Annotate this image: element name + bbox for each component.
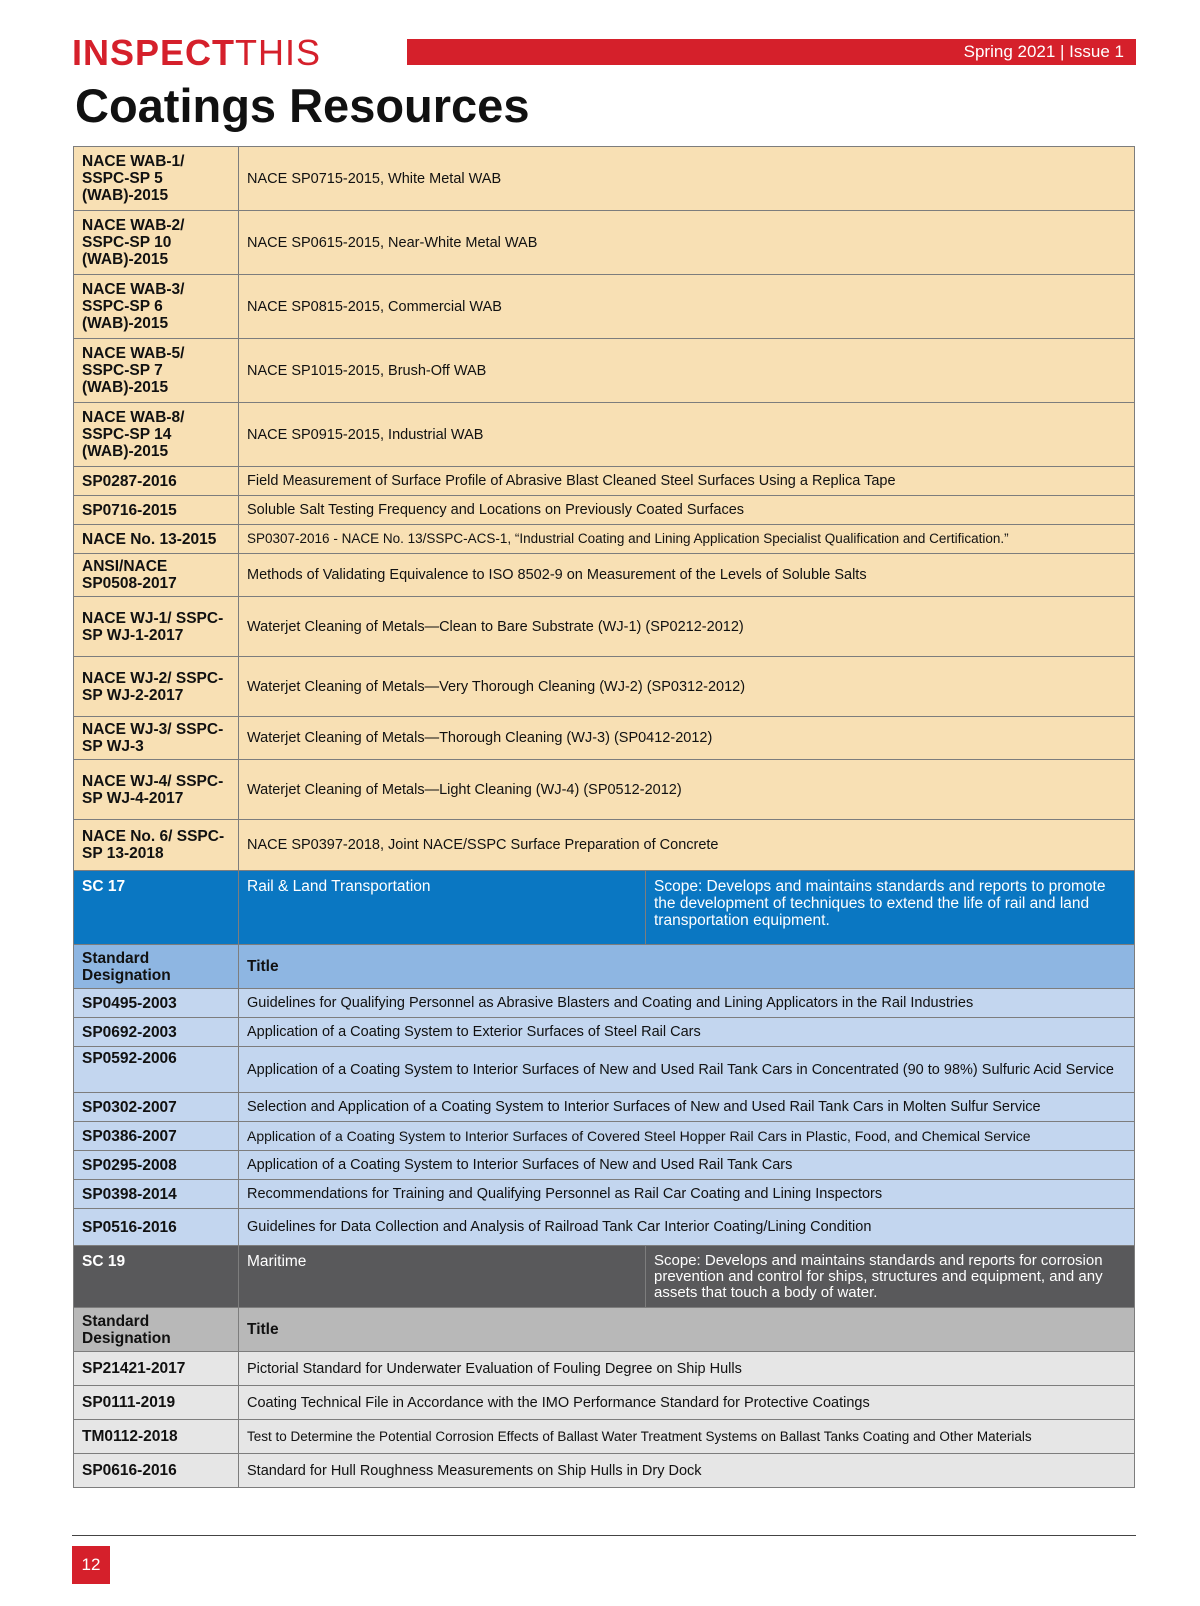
table-row <box>74 597 1135 657</box>
title-cell: Waterjet Cleaning of Metals—Clean to Bare Substrate (WJ-1) (SP0212-2012) <box>239 597 1135 657</box>
designation-cell: ANSI/NACE SP0508-2017 <box>74 554 239 597</box>
designation-cell: SP0692-2003 <box>74 1018 239 1047</box>
table-row <box>74 717 1135 760</box>
table-row <box>74 1047 1135 1093</box>
sc17-column-header <box>74 945 1135 989</box>
designation-cell: SP0386-2007 <box>74 1122 239 1151</box>
title-cell: Waterjet Cleaning of Metals—Light Cleaning (WJ-4) (SP0512-2012) <box>239 760 1135 820</box>
table-row <box>74 467 1135 496</box>
designation-cell: NACE WJ-4/ SSPC-SP WJ-4-2017 <box>74 760 239 820</box>
title-cell: Guidelines for Data Collection and Analysis of Railroad Tank Car Interior Coating/Lining Condition <box>239 1209 1135 1246</box>
sc17-scope: Scope: Develops and maintains standards and reports to promote the development of techniques to extend the life of rail and land transportation equipment. <box>646 871 1135 945</box>
table-row <box>74 820 1135 871</box>
title-cell: Test to Determine the Potential Corrosion Effects of Ballast Water Treatment Systems on Ballast Tanks Coating and Other Materials <box>239 1420 1135 1454</box>
title-cell: NACE SP0615-2015, Near-White Metal WAB <box>239 211 1135 275</box>
sc19-name: Maritime <box>239 1246 646 1308</box>
designation-cell: NACE WJ-3/ SSPC-SP WJ-3 <box>74 717 239 760</box>
designation-cell: SP0302-2007 <box>74 1093 239 1122</box>
table-row <box>74 147 1135 211</box>
table-row <box>74 1180 1135 1209</box>
sc17-code: SC 17 <box>74 871 239 945</box>
table-row <box>74 1352 1135 1386</box>
title-cell: NACE SP0715-2015, White Metal WAB <box>239 147 1135 211</box>
issue-label: Spring 2021 | Issue 1 <box>963 42 1124 61</box>
title-header: Title <box>239 945 1135 989</box>
designation-cell: SP0616-2016 <box>74 1454 239 1488</box>
title-cell: NACE SP0397-2018, Joint NACE/SSPC Surface Preparation of Concrete <box>239 820 1135 871</box>
title-cell: Soluble Salt Testing Frequency and Locations on Previously Coated Surfaces <box>239 496 1135 525</box>
header-bar <box>407 39 1136 65</box>
sc19-section-header <box>74 1246 1135 1308</box>
designation-cell: SP21421-2017 <box>74 1352 239 1386</box>
designation-cell: NACE WAB-5/ SSPC-SP 7 (WAB)-2015 <box>74 339 239 403</box>
table-row <box>74 339 1135 403</box>
designation-cell: SP0495-2003 <box>74 989 239 1018</box>
designation-cell: SP0111-2019 <box>74 1386 239 1420</box>
title-cell: Coating Technical File in Accordance with the IMO Performance Standard for Protective Coatings <box>239 1386 1135 1420</box>
footer-divider <box>72 1535 1136 1536</box>
page-number: 12 <box>72 1546 110 1584</box>
page-title: Coatings Resources <box>75 79 530 132</box>
sc19-scope: Scope: Develops and maintains standards and reports for corrosion prevention and control for ships, structures and equipment, and any assets that touch a body of water. <box>646 1246 1135 1308</box>
designation-cell: SP0398-2014 <box>74 1180 239 1209</box>
table-row <box>74 1122 1135 1151</box>
designation-cell: SP0287-2016 <box>74 467 239 496</box>
title-cell: SP0307-2016 - NACE No. 13/SSPC-ACS-1, “Industrial Coating and Lining Application Specialist Qualification and Certification.” <box>239 525 1135 554</box>
title-cell: NACE SP0915-2015, Industrial WAB <box>239 403 1135 467</box>
designation-cell: NACE WAB-3/ SSPC-SP 6 (WAB)-2015 <box>74 275 239 339</box>
designation-cell: SP0716-2015 <box>74 496 239 525</box>
designation-cell: NACE WJ-1/ SSPC-SP WJ-1-2017 <box>74 597 239 657</box>
designation-cell: TM0112-2018 <box>74 1420 239 1454</box>
sc19-column-header <box>74 1308 1135 1352</box>
resources-table <box>73 146 1135 1488</box>
resources-table-wrap <box>73 146 1134 1488</box>
designation-cell: NACE WAB-1/ SSPC-SP 5 (WAB)-2015 <box>74 147 239 211</box>
title-cell: Guidelines for Qualifying Personnel as Abrasive Blasters and Coating and Lining Applicators in the Rail Industries <box>239 989 1135 1018</box>
title-cell: Application of a Coating System to Interior Surfaces of New and Used Rail Tank Cars in Concentrated (90 to 98%) Sulfuric Acid Service <box>239 1047 1135 1093</box>
magazine-header <box>72 32 1136 73</box>
sc17-name: Rail & Land Transportation <box>239 871 646 945</box>
title-cell: Application of a Coating System to Interior Surfaces of New and Used Rail Tank Cars <box>239 1151 1135 1180</box>
designation-cell: NACE No. 13-2015 <box>74 525 239 554</box>
table-row <box>74 403 1135 467</box>
table-row <box>74 1454 1135 1488</box>
designation-cell: SP0295-2008 <box>74 1151 239 1180</box>
table-row <box>74 760 1135 820</box>
title-cell: NACE SP1015-2015, Brush-Off WAB <box>239 339 1135 403</box>
title-cell: Standard for Hull Roughness Measurements on Ship Hulls in Dry Dock <box>239 1454 1135 1488</box>
designation-header: Standard Designation <box>74 1308 239 1352</box>
designation-cell: SP0516-2016 <box>74 1209 239 1246</box>
table-row <box>74 525 1135 554</box>
table-row <box>74 657 1135 717</box>
table-row <box>74 554 1135 597</box>
title-cell: Methods of Validating Equivalence to ISO 8502-9 on Measurement of the Levels of Soluble Salts <box>239 554 1135 597</box>
title-cell: Application of a Coating System to Interior Surfaces of Covered Steel Hopper Rail Cars in Plastic, Food, and Chemical Service <box>239 1122 1135 1151</box>
designation-cell: NACE WJ-2/ SSPC-SP WJ-2-2017 <box>74 657 239 717</box>
title-cell: Pictorial Standard for Underwater Evaluation of Fouling Degree on Ship Hulls <box>239 1352 1135 1386</box>
sc19-code: SC 19 <box>74 1246 239 1308</box>
title-cell: Application of a Coating System to Exterior Surfaces of Steel Rail Cars <box>239 1018 1135 1047</box>
title-cell: Waterjet Cleaning of Metals—Very Thorough Cleaning (WJ-2) (SP0312-2012) <box>239 657 1135 717</box>
title-cell: NACE SP0815-2015, Commercial WAB <box>239 275 1135 339</box>
table-row <box>74 211 1135 275</box>
sc17-section-header <box>74 871 1135 945</box>
table-row <box>74 1420 1135 1454</box>
designation-cell: NACE WAB-8/ SSPC-SP 14 (WAB)-2015 <box>74 403 239 467</box>
table-row <box>74 275 1135 339</box>
brand-logo <box>72 32 322 73</box>
table-row <box>74 496 1135 525</box>
brand-bold: INSPECT <box>72 32 236 73</box>
table-row <box>74 1018 1135 1047</box>
table-row <box>74 1209 1135 1246</box>
table-row <box>74 989 1135 1018</box>
table-row <box>74 1151 1135 1180</box>
title-header: Title <box>239 1308 1135 1352</box>
title-cell: Recommendations for Training and Qualifying Personnel as Rail Car Coating and Lining Inspectors <box>239 1180 1135 1209</box>
designation-cell: SP0592-2006 <box>74 1047 239 1093</box>
designation-cell: NACE No. 6/ SSPC-SP 13-2018 <box>74 820 239 871</box>
designation-cell: NACE WAB-2/ SSPC-SP 10 (WAB)-2015 <box>74 211 239 275</box>
title-cell: Selection and Application of a Coating System to Interior Surfaces of New and Used Rail Tank Cars in Molten Sulfur Service <box>239 1093 1135 1122</box>
title-cell: Waterjet Cleaning of Metals—Thorough Cleaning (WJ-3) (SP0412-2012) <box>239 717 1135 760</box>
table-row <box>74 1093 1135 1122</box>
table-row <box>74 1386 1135 1420</box>
title-cell: Field Measurement of Surface Profile of Abrasive Blast Cleaned Steel Surfaces Using a Replica Tape <box>239 467 1135 496</box>
brand-light: THIS <box>235 32 322 73</box>
designation-header: Standard Designation <box>74 945 239 989</box>
